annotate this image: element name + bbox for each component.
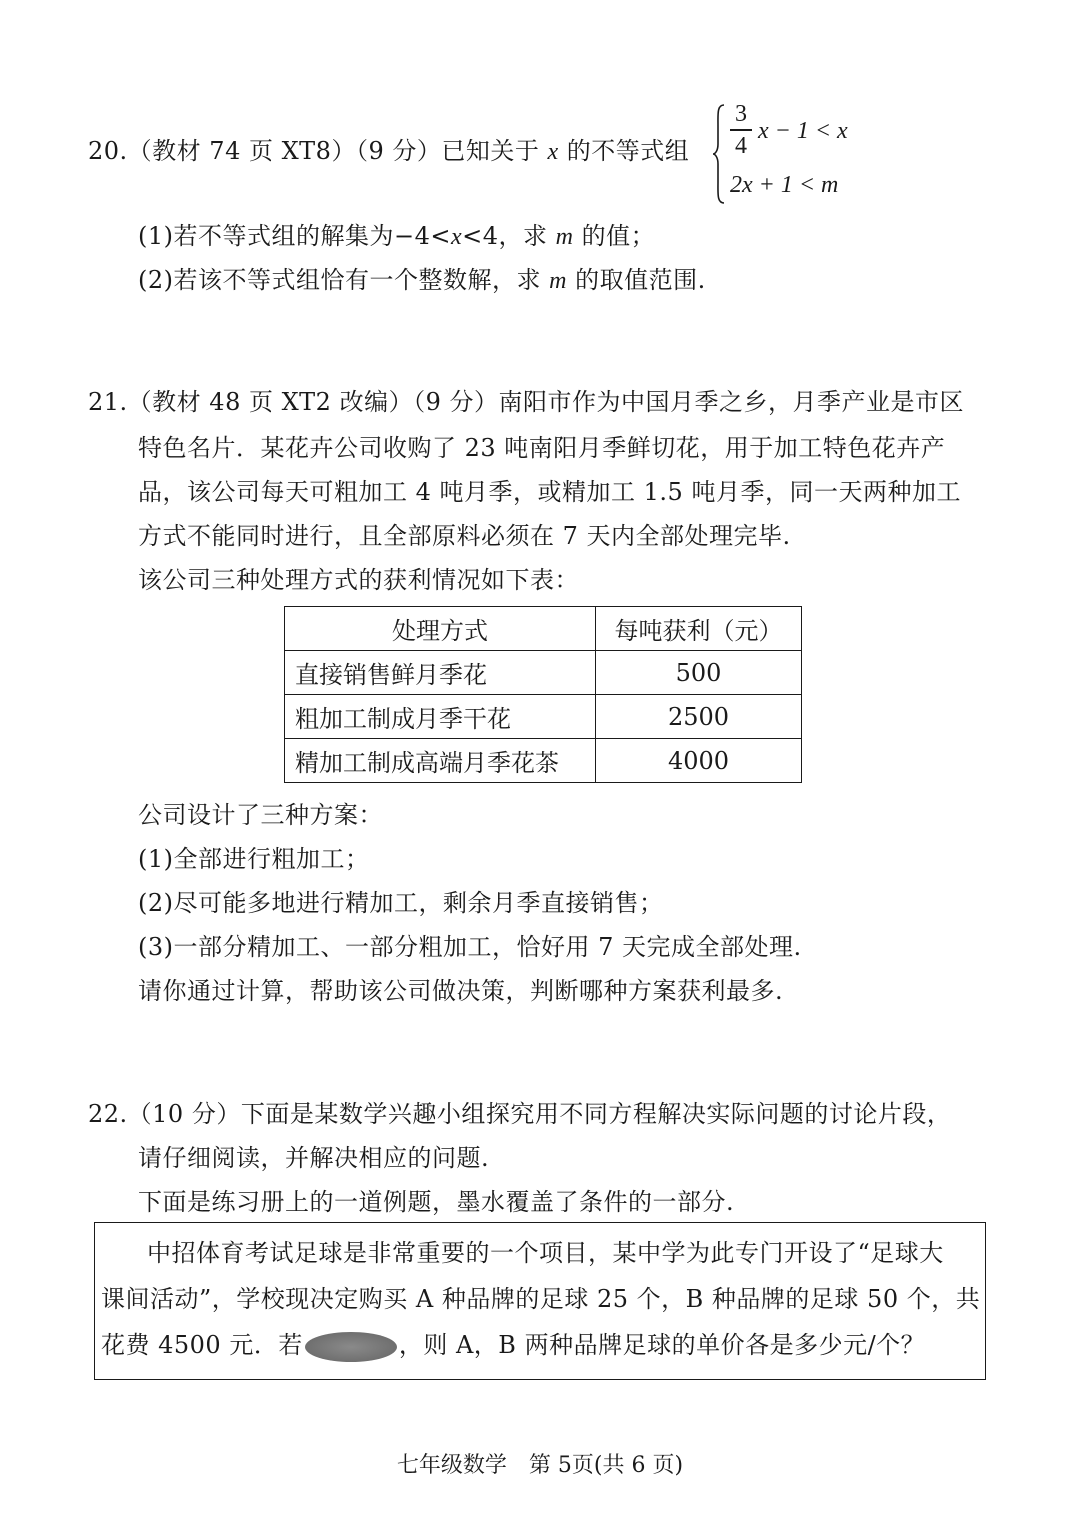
q22-line1: 22.（10 分）下面是某数学兴趣小组探究用不同方程解决实际问题的讨论片段，: [88, 1100, 952, 1128]
table-header-row: [285, 607, 802, 651]
table-cell: 500: [596, 651, 802, 695]
q22-line3: 下面是练习册上的一道例题，墨水覆盖了条件的一部分.: [138, 1188, 735, 1216]
table-header: 处理方式: [285, 607, 596, 651]
left-brace: [712, 104, 726, 204]
inequality-1: x − 1 < x: [758, 118, 848, 144]
q20-inequality-system: [712, 100, 852, 208]
example-problem-box: [94, 1222, 986, 1380]
q21-plan2: (2)尽可能多地进行精加工，剩余月季直接销售；: [138, 889, 664, 917]
q21-line3: 品，该公司每天可粗加工 4 吨月季，或精加工 1.5 吨月季，同一天两种加工: [138, 478, 961, 506]
table-row: [285, 651, 802, 695]
q21-line2: 特色名片．某花卉公司收购了 23 吨南阳月季鲜切花，用于加工特色花卉产: [138, 434, 946, 462]
ink-blot-icon: [305, 1332, 397, 1362]
box-line1: 中招体育考试足球是非常重要的一个项目，某中学为此专门开设了“足球大: [147, 1239, 944, 1267]
q21-line1: 21.（教材 48 页 XT2 改编）（9 分）南阳市作为中国月季之乡，月季产业是市区: [88, 388, 964, 416]
table-cell: 2500: [596, 695, 802, 739]
q20-part2: (2)若该不等式组恰有一个整数解，求 m 的取值范围.: [138, 266, 706, 294]
q20-stem: 20.（教材 74 页 XT8）（9 分）已知关于 x 的不等式组: [88, 137, 690, 165]
box-line2: 课间活动”，学校现决定购买 A 种品牌的足球 25 个，B 种品牌的足球 50 个，共: [101, 1285, 981, 1313]
box-line3: 花费 4500 元．若 ，则 A，B 两种品牌足球的单价各是多少元/个？: [101, 1327, 925, 1363]
q20-part1: (1)若不等式组的解集为−4<x<4，求 m 的值；: [138, 222, 656, 250]
q21-question: 请你通过计算，帮助该公司做决策，判断哪种方案获利最多.: [138, 977, 784, 1005]
q21-plan1: (1)全部进行粗加工；: [138, 845, 370, 873]
table-cell: 4000: [596, 739, 802, 783]
q21-plans-intro: 公司设计了三种方案：: [138, 801, 383, 829]
table-cell: 精加工制成高端月季花茶: [285, 739, 596, 783]
fraction-three-quarters: 3 4: [730, 100, 752, 160]
page-footer: 七年级数学 第 5页(共 6 页): [396, 1453, 684, 1478]
inequality-2: 2x + 1 < m: [730, 172, 839, 198]
q21-line4: 方式不能同时进行，且全部原料必须在 7 天内全部处理完毕.: [138, 522, 791, 550]
q22-line2: 请仔细阅读，并解决相应的问题.: [138, 1144, 490, 1172]
q21-plan3: (3)一部分精加工、一部分粗加工，恰好用 7 天完成全部处理.: [138, 933, 802, 961]
table-cell: 粗加工制成月季干花: [285, 695, 596, 739]
profit-table: [284, 606, 802, 783]
table-cell: 直接销售鲜月季花: [285, 651, 596, 695]
q21-line5: 该公司三种处理方式的获利情况如下表：: [138, 566, 579, 594]
table-row: [285, 695, 802, 739]
table-row: [285, 739, 802, 783]
table-header: 每吨获利（元）: [596, 607, 802, 651]
